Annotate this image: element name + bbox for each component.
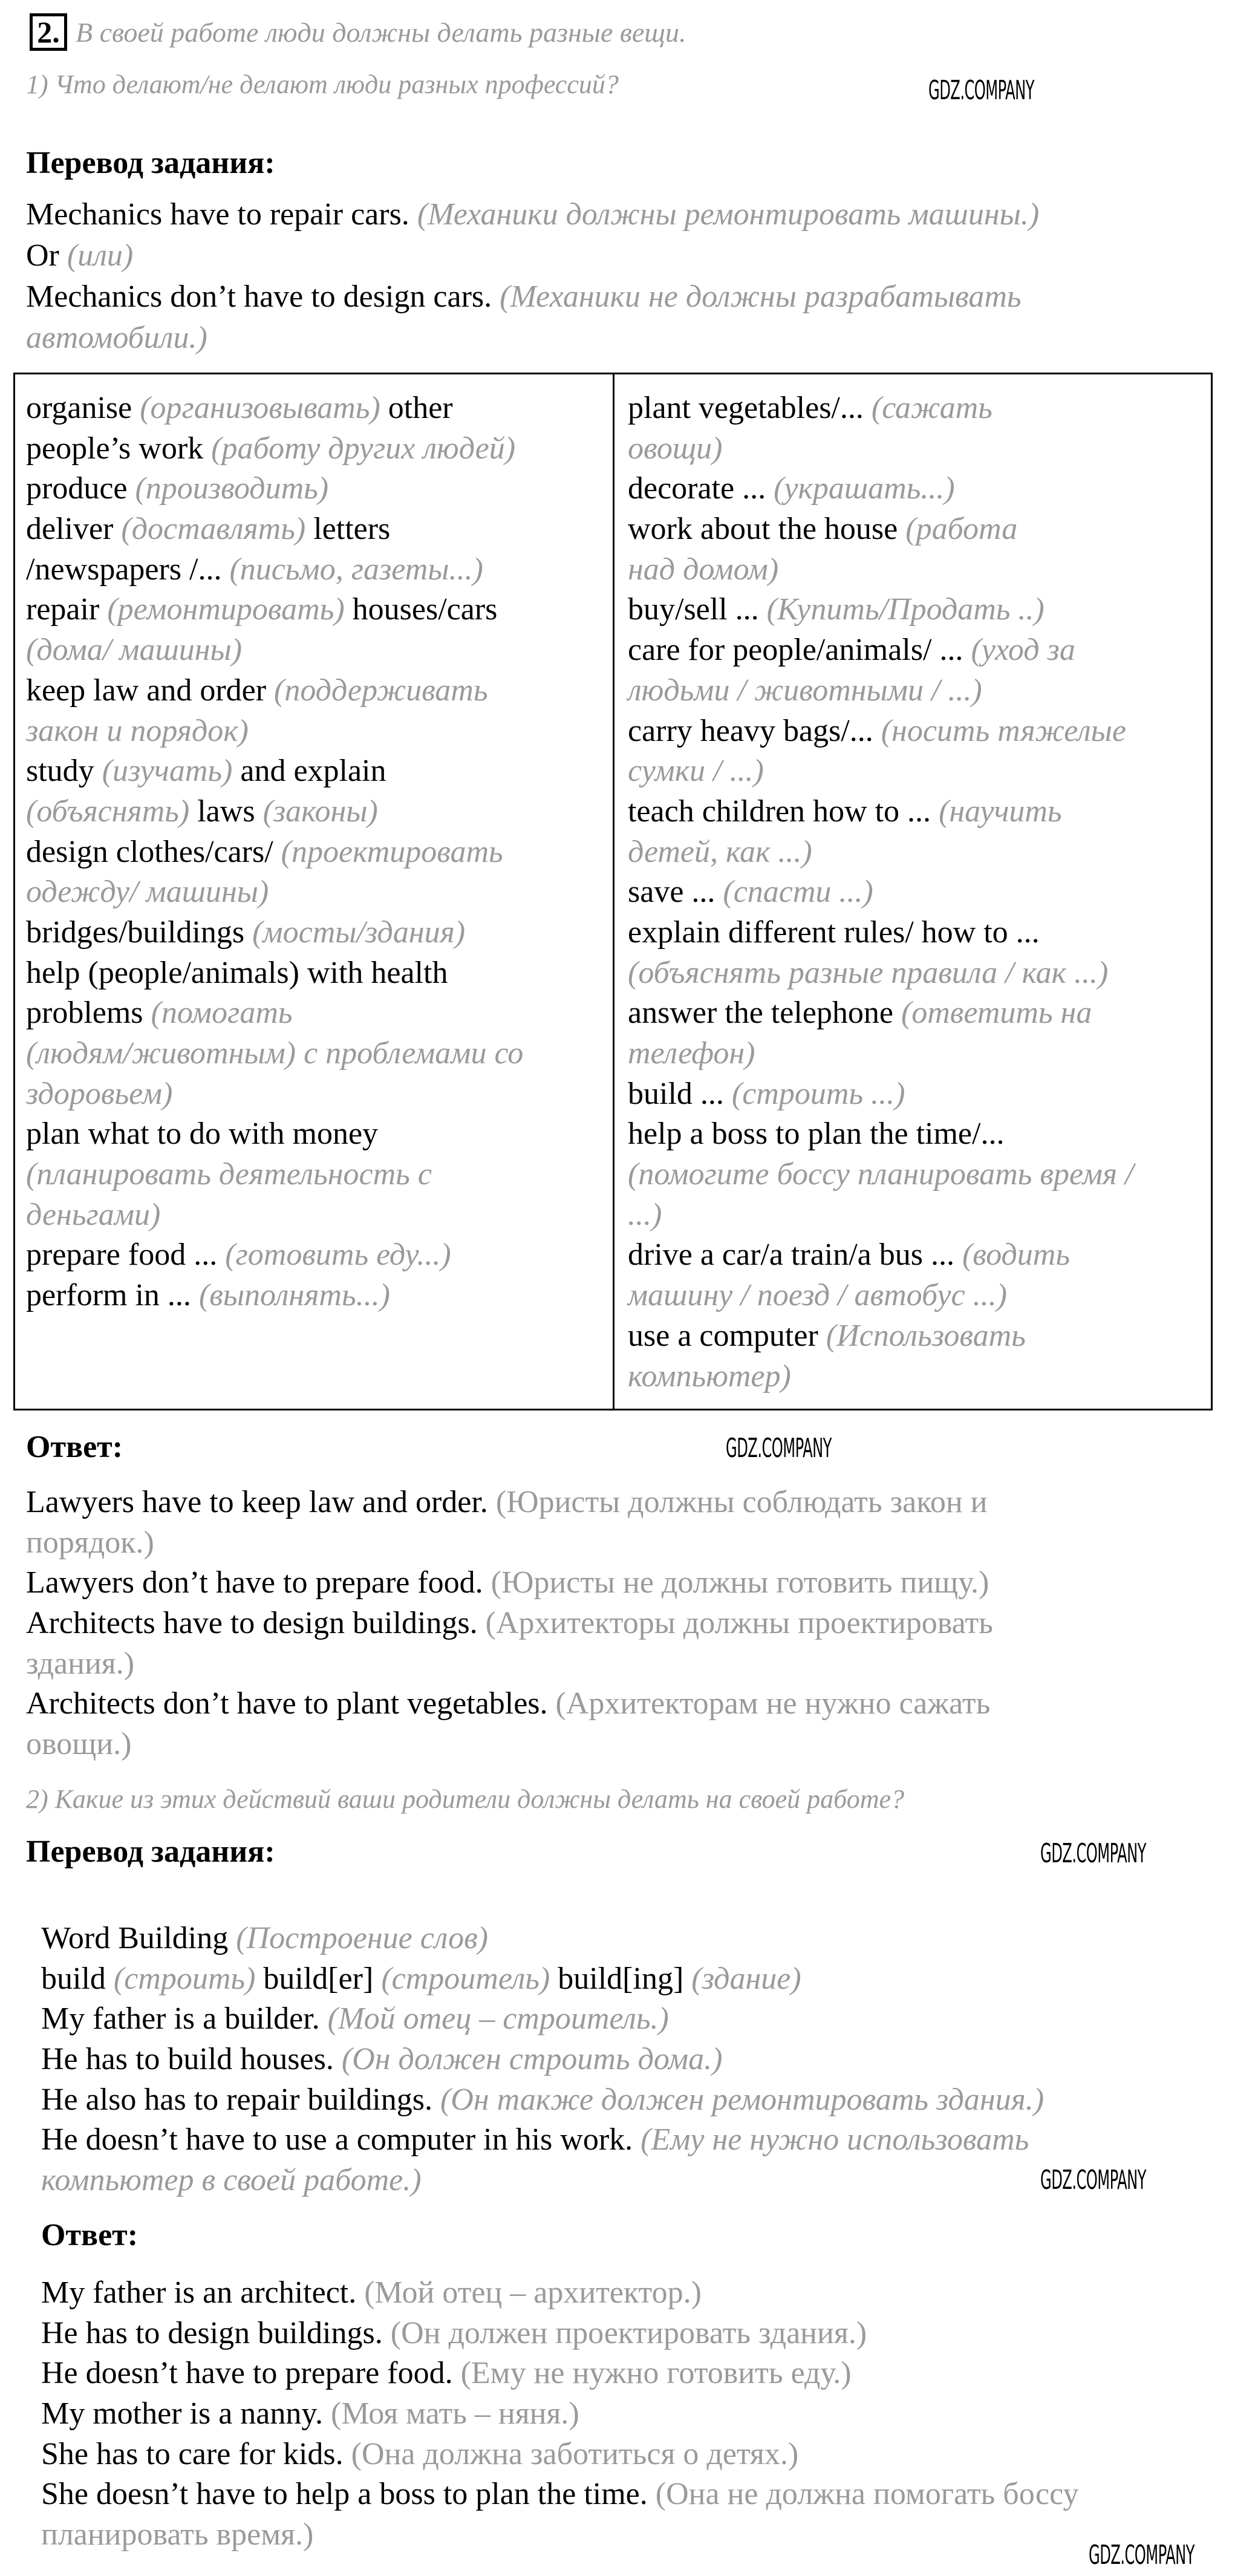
english-text: laws (189, 794, 263, 829)
english-text: deliver (26, 512, 122, 547)
task-1-question: 1) Что делают/не делают люди разных профессий? (26, 70, 619, 99)
text-line (41, 2394, 1078, 2434)
text-line (628, 751, 1134, 792)
russian-translation: ...) (628, 1197, 662, 1232)
russian-translation: (или) (67, 238, 134, 273)
text-line (26, 953, 523, 994)
russian-translation: (работа (905, 512, 1018, 547)
table-divider (613, 374, 614, 1409)
text-line (26, 913, 523, 953)
watermark: GDZ.COMPANY (1040, 1838, 1146, 1869)
english-text: Or (26, 238, 67, 273)
text-line (26, 1195, 523, 1236)
russian-translation: (строить) (113, 1961, 256, 1996)
text-line (628, 832, 1134, 873)
text-line (26, 1276, 523, 1316)
russian-translation: (Использовать (826, 1318, 1026, 1353)
russian-translation: (объяснять) (26, 794, 190, 829)
russian-translation: (поддерживать (274, 673, 488, 708)
english-text: carry heavy bags/... (628, 713, 881, 748)
text-line (628, 711, 1134, 752)
english-text: plan what to do with money (26, 1117, 379, 1152)
english-text: buy/sell ... (628, 592, 767, 627)
english-text: He doesn’t have to prepare food. (41, 2356, 461, 2391)
english-text: build (41, 1961, 114, 1996)
text-line (41, 2314, 1078, 2354)
text-line (628, 1074, 1134, 1115)
english-text: Word Building (41, 1921, 236, 1955)
text-line (628, 792, 1134, 832)
english-text: organise (26, 391, 140, 425)
text-line (41, 2515, 1078, 2555)
english-text: My mother is a nanny. (41, 2396, 331, 2431)
text-line (26, 1155, 523, 1195)
text-line (628, 1235, 1134, 1276)
russian-translation: порядок.) (26, 1525, 154, 1560)
english-text: Lawyers don’t have to prepare food. (26, 1565, 491, 1600)
translation-label-1: Перевод задания: (26, 146, 275, 180)
russian-translation: (строить ...) (731, 1076, 905, 1111)
text-line (26, 590, 523, 630)
english-text: drive a car/a train/a bus ... (628, 1237, 962, 1273)
russian-translation: (Он должен строить дома.) (341, 2042, 723, 2077)
russian-translation: (письмо, газеты...) (229, 552, 483, 587)
english-text: care for people/animals/ ... (628, 633, 971, 668)
russian-translation: людьми / животными / ...) (628, 673, 982, 708)
answers-1-block (26, 1482, 993, 1765)
text-line (26, 469, 523, 509)
text-line (628, 953, 1134, 994)
text-line (26, 751, 523, 792)
russian-translation: (помогите боссу планировать время / (628, 1157, 1134, 1192)
text-line (628, 872, 1134, 913)
russian-translation: (объяснять разные правила / как ...) (628, 955, 1109, 990)
text-line (26, 1034, 523, 1074)
text-line (628, 388, 1134, 429)
text-line (26, 509, 523, 550)
russian-translation: (мосты/здания) (252, 915, 466, 950)
russian-translation: машину / поезд / автобус ...) (628, 1278, 1007, 1313)
russian-translation: овощи) (628, 431, 723, 466)
text-line (41, 1999, 1044, 2040)
russian-translation: (водить (962, 1237, 1071, 1273)
english-text: help (people/animals) with health (26, 955, 448, 990)
text-line (628, 1034, 1134, 1074)
russian-translation: телефон) (628, 1036, 755, 1071)
russian-translation: (Построение слов) (236, 1921, 489, 1955)
english-text: He has to build houses. (41, 2042, 342, 2077)
english-text: She has to care for kids. (41, 2436, 351, 2471)
text-line (26, 1563, 993, 1603)
russian-translation: (Архитекторам не нужно сажать (555, 1686, 991, 1721)
text-line (26, 1235, 523, 1276)
russian-translation: (Он также должен ремонтировать здания.) (440, 2082, 1045, 2117)
english-text: My father is an architect. (41, 2275, 365, 2310)
russian-translation: (планировать деятельность с (26, 1157, 432, 1192)
text-line (26, 1724, 993, 1765)
russian-translation: (уход за (971, 633, 1075, 668)
text-line (26, 1523, 993, 1564)
english-text: keep law and order (26, 673, 275, 708)
russian-translation: (Она не должна помогать боссу (655, 2477, 1079, 2512)
text-line (41, 1959, 1044, 2000)
text-line (628, 1316, 1134, 1357)
russian-translation: закон и порядок) (26, 713, 249, 748)
english-text: Mechanics don’t have to design cars. (26, 279, 500, 314)
text-line (26, 1482, 993, 1523)
english-text: Architects don’t have to plant vegetables. (26, 1686, 556, 1721)
text-line (26, 388, 523, 429)
english-text: save ... (628, 875, 723, 910)
table-left-column (26, 388, 523, 1316)
text-line (26, 872, 523, 913)
russian-translation: (дома/ машины) (26, 633, 243, 668)
text-line (628, 630, 1134, 671)
text-line (628, 1114, 1134, 1155)
russian-translation: над домом) (628, 552, 779, 587)
russian-translation: (организовывать) (140, 391, 380, 425)
english-text: He also has to repair buildings. (41, 2082, 440, 2117)
russian-translation: одежду/ машины) (26, 875, 269, 910)
english-text: use a computer (628, 1318, 826, 1353)
russian-translation: планировать время.) (41, 2517, 314, 2552)
english-text: and explain (232, 754, 386, 789)
english-text: explain different rules/ how to ... (628, 915, 1040, 950)
russian-translation: (сажать (871, 391, 993, 425)
russian-translation: (изучать) (102, 754, 233, 789)
english-text: letters (305, 512, 391, 547)
russian-translation: (Ему не нужно готовить еду.) (460, 2356, 852, 2391)
english-text: answer the telephone (628, 996, 901, 1031)
russian-translation: (Мой отец – архитектор.) (364, 2275, 702, 2310)
russian-translation: (Мой отец – строитель.) (327, 2001, 669, 2036)
text-line (26, 1603, 993, 1644)
watermark: GDZ.COMPANY (1040, 2165, 1146, 2196)
english-text: Mechanics have to repair cars. (26, 197, 417, 232)
russian-translation: (научить (939, 794, 1062, 829)
text-line (628, 671, 1134, 711)
text-line (26, 550, 523, 590)
text-line (26, 630, 523, 671)
russian-translation: (ремонтировать) (107, 592, 345, 627)
text-line (41, 2434, 1078, 2475)
text-line (26, 429, 523, 469)
text-line (26, 194, 1039, 235)
text-line (41, 2120, 1044, 2160)
text-line (26, 1114, 523, 1155)
russian-translation: сумки / ...) (628, 754, 764, 789)
russian-translation: (производить) (135, 471, 329, 506)
english-text: He has to design buildings. (41, 2315, 391, 2350)
english-text: produce (26, 471, 135, 506)
english-text: teach children how to ... (628, 794, 939, 829)
english-text: help a boss to plan the time/... (628, 1117, 1005, 1152)
russian-translation: (здание) (691, 1961, 801, 1996)
english-text: people’s work (26, 431, 212, 466)
text-line (628, 1276, 1134, 1316)
english-text: repair (26, 592, 108, 627)
russian-translation: компьютер) (628, 1358, 791, 1394)
russian-translation: деньгами) (26, 1197, 161, 1232)
russian-translation: (Механики не должны разрабатывать (500, 279, 1022, 314)
russian-translation: детей, как ...) (628, 834, 812, 869)
english-text: other (380, 391, 453, 425)
text-line (628, 509, 1134, 550)
text-line (41, 1919, 1044, 1959)
russian-translation: (людям/животным) с проблемами со (26, 1036, 524, 1071)
answer-label-1: Ответ: (26, 1430, 123, 1464)
english-text: build ... (628, 1076, 732, 1111)
english-text: prepare food ... (26, 1237, 226, 1273)
english-text: plant vegetables/... (628, 391, 872, 425)
russian-translation: (строитель) (381, 1961, 550, 1996)
english-text: problems (26, 996, 151, 1031)
english-text: perform in ... (26, 1278, 199, 1313)
russian-translation: (Юристы должны соблюдать закон и (495, 1485, 988, 1519)
english-text: houses/cars (344, 592, 498, 627)
russian-translation: (Она должна заботиться о детях.) (351, 2436, 799, 2471)
russian-translation: (законы) (262, 794, 378, 829)
english-text: build[ing] (550, 1961, 692, 1996)
russian-translation: (спасти ...) (723, 875, 873, 910)
russian-translation: (украшать...) (774, 471, 955, 506)
text-line (41, 2353, 1078, 2394)
russian-translation: (помогать (151, 996, 293, 1031)
text-line (41, 2080, 1044, 2121)
text-line (26, 711, 523, 752)
text-line (26, 318, 1039, 359)
russian-translation: здания.) (26, 1646, 135, 1681)
table-right-column (628, 388, 1134, 1397)
translation-label-2: Перевод задания: (26, 1834, 275, 1869)
russian-translation: автомобили.) (26, 321, 207, 355)
english-text: Architects have to design buildings. (26, 1606, 486, 1641)
answers-2-block (41, 2273, 1078, 2555)
text-line (26, 1644, 993, 1684)
russian-translation: (Он должен проектировать здания.) (390, 2315, 867, 2350)
answer-label-2: Ответ: (41, 2218, 139, 2252)
russian-translation: (проектировать (281, 834, 503, 869)
russian-translation: здоровьем) (26, 1076, 173, 1111)
text-line (41, 2040, 1044, 2080)
watermark: GDZ.COMPANY (928, 75, 1034, 106)
english-text: build[er] (255, 1961, 382, 1996)
text-line (628, 993, 1134, 1034)
russian-translation: (Ему не нужно использовать (641, 2122, 1029, 2157)
english-text: He doesn’t have to use a computer in his work. (41, 2122, 641, 2157)
english-text: Lawyers have to keep law and order. (26, 1485, 496, 1519)
russian-translation: (Купить/Продать ..) (766, 592, 1045, 627)
text-line (26, 1684, 993, 1724)
text-line (628, 469, 1134, 509)
text-line (26, 792, 523, 832)
text-line (628, 913, 1134, 953)
text-line (628, 590, 1134, 630)
text-line (26, 235, 1039, 276)
translation-1-block (26, 194, 1039, 359)
task-2-question: 2) Какие из этих действий ваши родители должны делать на своей работе? (26, 1784, 904, 1814)
russian-translation: (Моя мать – няня.) (331, 2396, 579, 2431)
text-line (628, 1357, 1134, 1397)
english-text: /newspapers /... (26, 552, 230, 587)
english-text: She doesn’t have to help a boss to plan the time. (41, 2477, 656, 2512)
text-line (41, 2273, 1078, 2314)
russian-translation: (доставлять) (121, 512, 306, 547)
russian-translation: (Архитекторы должны проектировать (485, 1606, 993, 1641)
text-line (628, 429, 1134, 469)
text-line (628, 1195, 1134, 1236)
text-line (26, 832, 523, 873)
russian-translation: компьютер в своей работе.) (41, 2163, 422, 2198)
english-text: decorate ... (628, 471, 774, 506)
russian-translation: (носить тяжелые (881, 713, 1126, 748)
text-line (26, 276, 1039, 318)
russian-translation: (Юристы не должны готовить пищу.) (491, 1565, 989, 1600)
exercise-number: 2. (30, 13, 67, 51)
russian-translation: (ответить на (901, 996, 1092, 1031)
text-line (41, 2160, 1044, 2201)
russian-translation: овощи.) (26, 1727, 132, 1762)
text-line (628, 1155, 1134, 1195)
english-text: bridges/buildings (26, 915, 253, 950)
english-text: study (26, 754, 102, 789)
russian-translation: (Механики должны ремонтировать машины.) (417, 197, 1040, 232)
russian-translation: (готовить еду...) (225, 1237, 451, 1273)
russian-translation: (выполнять...) (198, 1278, 390, 1313)
watermark: GDZ.COMPANY (1089, 2540, 1195, 2571)
word-building-block (41, 1919, 1044, 2201)
text-line (26, 1074, 523, 1115)
english-text: design clothes/cars/ (26, 834, 281, 869)
text-line (41, 2474, 1078, 2515)
text-line (26, 671, 523, 711)
text-line (26, 993, 523, 1034)
text-line (628, 550, 1134, 590)
english-text: work about the house (628, 512, 906, 547)
russian-translation: (работу других людей) (211, 431, 516, 466)
english-text: My father is a builder. (41, 2001, 328, 2036)
exercise-heading: В своей работе люди должны делать разные вещи. (76, 17, 686, 48)
watermark: GDZ.COMPANY (726, 1433, 832, 1464)
